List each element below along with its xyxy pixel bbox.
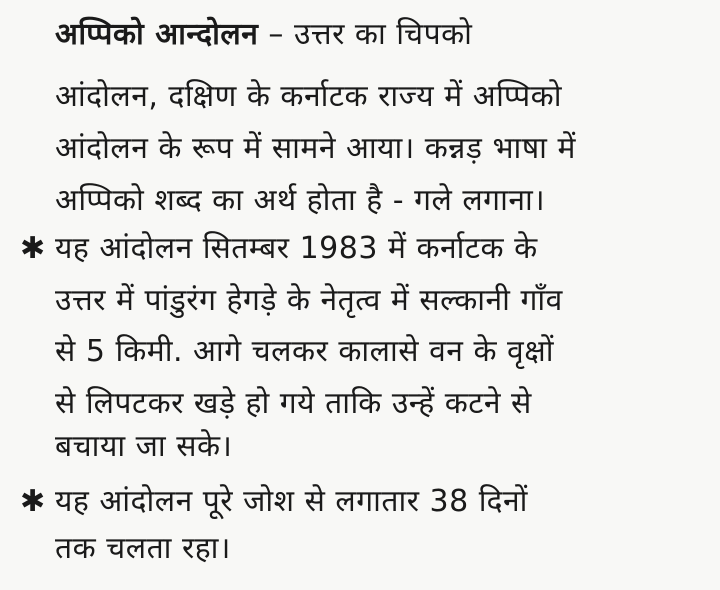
intro-line-4: अप्पिको शब्द का अर्थ होता है - गले लगाना। (55, 183, 546, 218)
bullet-1-line-4: से लिपटकर खड़े हो गये ताकि उन्हें कटने से (55, 386, 532, 421)
intro-line-1-rest: उत्तर का चिपको (293, 17, 473, 52)
bullet-2-line-2: तक चलता रहा। (55, 531, 231, 566)
bullet-2-star-icon: ✱ (20, 484, 46, 519)
bullet-1-line-5: बचाया जा सके। (55, 429, 233, 464)
bullet-1-star-icon: ✱ (20, 231, 46, 266)
bullet-1-line-3: से 5 किमी. आगे चलकर कालासे वन के वृक्षों (55, 334, 554, 369)
intro-line-2: आंदोलन, दक्षिण के कर्नाटक राज्य में अप्पिको (55, 79, 562, 114)
bullet-2-line-1: यह आंदोलन पूरे जोश से लगातार 38 दिनों (55, 484, 528, 519)
intro-line-1 (55, 18, 472, 52)
heading-term: अप्पिको आन्दोलन (55, 17, 259, 52)
heading-dash: – (258, 17, 294, 52)
bullet-1-line-1: यह आंदोलन सितम्बर 1983 में कर्नाटक के (55, 231, 538, 266)
bullet-1-line-2: उत्तर में पांडुरंग हेगड़े के नेतृत्व में सल्कानी गाँव (55, 283, 563, 318)
intro-line-3: आंदोलन के रूप में सामने आया। कन्नड़ भाषा में (55, 131, 576, 166)
